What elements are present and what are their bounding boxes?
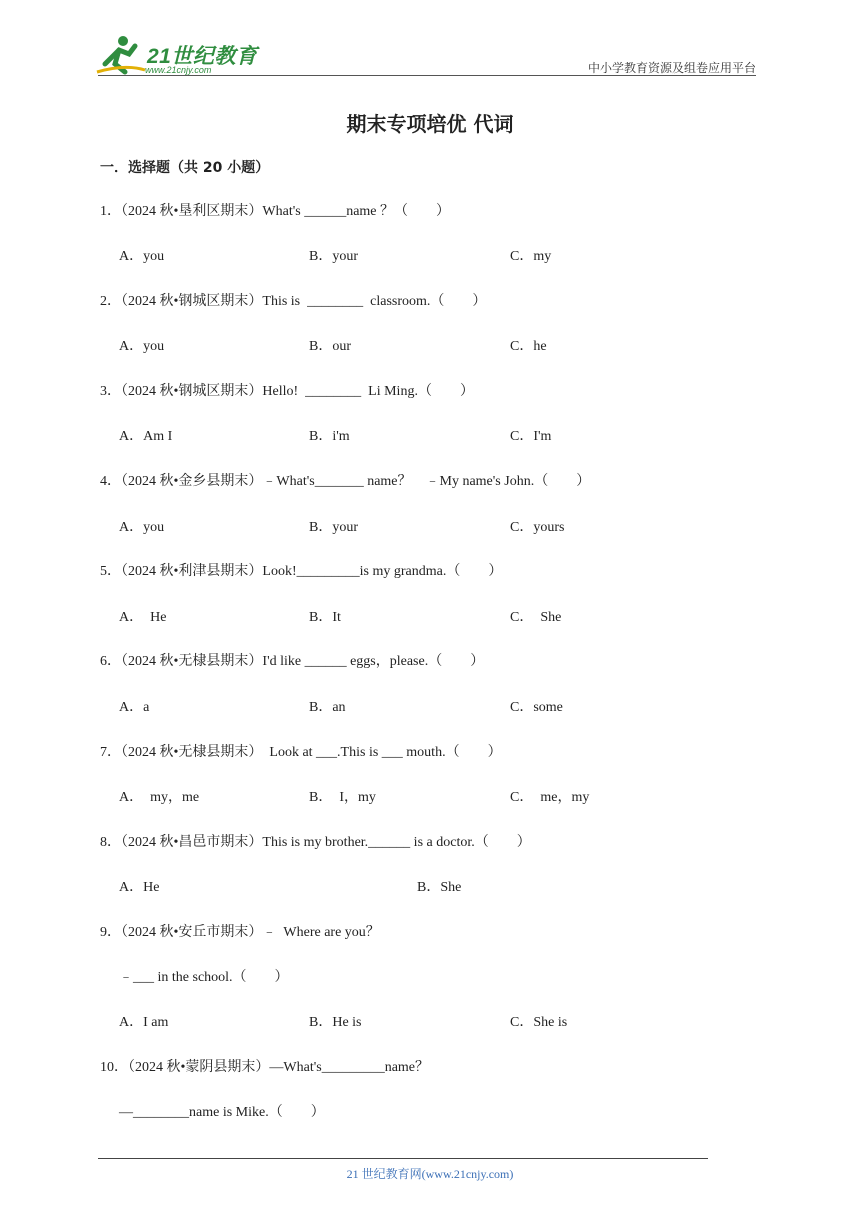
option-a: A．you xyxy=(119,249,165,264)
option-b: B．It xyxy=(309,610,341,625)
header-platform-text: 中小学教育资源及组卷应用平台 xyxy=(587,61,756,75)
option-a: A．a xyxy=(119,700,150,715)
logo-text: 21世纪教育 xyxy=(147,45,258,68)
option-b: B．She xyxy=(417,880,462,895)
question-stem: 2．（2024 秋•钢城区期末）This is ________ classroom.（ ） xyxy=(100,294,487,309)
option-c: C．yours xyxy=(510,520,565,535)
question-stem: 9．（2024 秋•安丘市期末）﹣ Where are you？ xyxy=(100,925,380,940)
option-c: C．he xyxy=(510,339,547,354)
footer-divider xyxy=(98,1158,708,1159)
header-divider xyxy=(98,75,756,76)
option-a: A． He xyxy=(119,610,167,625)
option-b: B．your xyxy=(309,249,358,264)
question-stem-line2: —________name is Mike.（ ） xyxy=(119,1105,325,1120)
option-c: C． She xyxy=(510,610,562,625)
section-heading: 一．选择题（共 20 小题） xyxy=(100,160,270,176)
question-stem: 10．（2024 秋•蒙阴县期末）—What's_________name？ xyxy=(100,1060,430,1075)
option-b: B．He is xyxy=(309,1015,362,1030)
page-title: 期末专项培优 代词 xyxy=(346,112,514,136)
option-a: A．you xyxy=(119,339,165,354)
option-b: B．our xyxy=(309,339,351,354)
option-c: C．I'm xyxy=(510,429,552,444)
option-c: C．She is xyxy=(510,1015,568,1030)
option-a: A．He xyxy=(119,880,160,895)
option-c: C． me，my xyxy=(510,790,590,805)
option-a: A． my，me xyxy=(119,790,200,805)
question-stem: 1．（2024 秋•垦利区期末）What's ______name ？（ ） xyxy=(100,204,451,219)
option-c: C．some xyxy=(510,700,563,715)
footer-link[interactable]: 21 世纪教育网(www.21cnjy.com) xyxy=(346,1167,514,1181)
option-a: A．you xyxy=(119,520,165,535)
question-stem: 8．（2024 秋•昌邑市期末）This is my brother.______ is a doctor.（ ） xyxy=(100,835,531,850)
question-stem: 5．（2024 秋•利津县期末）Look!_________is my grandma.（ ） xyxy=(100,564,503,579)
option-b: B．i'm xyxy=(309,429,350,444)
option-a: A．I am xyxy=(119,1015,169,1030)
question-stem: 7．（2024 秋•无棣县期末） Look at ___.This is ___ mouth.（ ） xyxy=(100,745,502,760)
question-stem: 4．（2024 秋•金乡县期末）﹣What's_______ name？ ﹣My name's John.（ ） xyxy=(100,474,591,489)
option-b: B． I，my xyxy=(309,790,376,805)
question-stem: 3．（2024 秋•钢城区期末）Hello! ________ Li Ming.（ ） xyxy=(100,384,474,399)
logo-url: www.21cnjy.com xyxy=(145,65,212,75)
option-b: B．your xyxy=(309,520,358,535)
option-c: C．my xyxy=(510,249,552,264)
question-stem: 6．（2024 秋•无棣县期末）I'd like ______ eggs，please.（ ） xyxy=(100,654,485,669)
option-a: A．Am I xyxy=(119,429,173,444)
question-stem-line2: ﹣___ in the school.（ ） xyxy=(119,970,289,985)
option-b: B．an xyxy=(309,700,346,715)
